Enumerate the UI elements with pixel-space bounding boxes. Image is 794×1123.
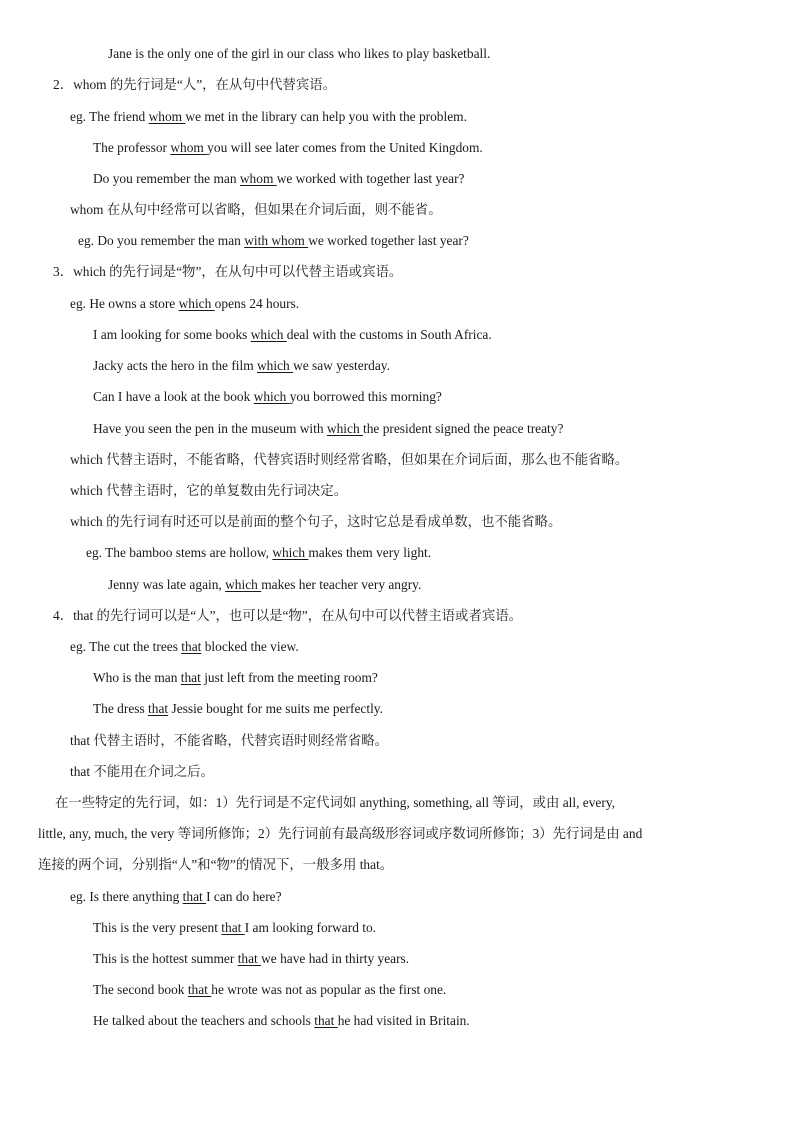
text-line [93, 669, 378, 687]
text-run: eg. Do you remember the man [78, 233, 245, 248]
text-run: Have you seen the pen in the museum with [93, 421, 327, 436]
underlined-relative-pronoun: that [182, 889, 207, 904]
text-line [93, 326, 492, 344]
underlined-relative-pronoun: which [178, 296, 215, 311]
underlined-relative-pronoun: that [314, 1013, 338, 1028]
text-line [70, 763, 214, 781]
text-run: I am looking forward to. [244, 920, 377, 935]
text-run: Can I have a look at the book [93, 389, 254, 404]
text-run: 3．which 的先行词是“物”，在从句中可以代替主语或宾语。 [53, 264, 403, 279]
text-line [70, 451, 628, 469]
text-line [93, 919, 376, 937]
text-run: you will see later comes from the United Kingdom. [207, 140, 483, 155]
text-run: I can do here? [206, 889, 282, 904]
underlined-relative-pronoun: which [250, 327, 287, 342]
text-run: that 不能用在介词之后。 [70, 764, 214, 779]
text-line [53, 263, 402, 281]
text-run: The dress [93, 701, 149, 716]
text-run: The second book [93, 982, 188, 997]
text-run: Jane is the only one of the girl in our class who likes to play basketball. [108, 46, 491, 61]
underlined-relative-pronoun: that [181, 639, 202, 654]
text-line [70, 638, 299, 656]
underlined-relative-pronoun: which [326, 421, 363, 436]
text-run: He talked about the teachers and schools [93, 1013, 315, 1028]
text-run: 4．that 的先行词可以是“人”，也可以是“物”，在从句中可以代替主语或者宾语。 [53, 608, 523, 623]
text-run: we have had in thirty years. [261, 951, 410, 966]
text-run: the president signed the peace treaty? [363, 421, 564, 436]
text-run: opens 24 hours. [214, 296, 300, 311]
text-run: we met in the library can help you with the problem. [185, 109, 467, 124]
underlined-relative-pronoun: which [253, 389, 290, 404]
text-run: deal with the customs in South Africa. [286, 327, 492, 342]
underlined-relative-pronoun: whom [170, 140, 208, 155]
text-run: Do you remember the man [93, 171, 240, 186]
text-run: Jessie bought for me suits me perfectly. [168, 701, 383, 716]
text-run: which 代替主语时，不能省略，代替宾语时则经常省略，但如果在介词后面，那么也不能省略。 [70, 452, 629, 467]
text-line [93, 420, 563, 438]
underlined-relative-pronoun: which [225, 577, 262, 592]
text-line [70, 108, 467, 126]
underlined-relative-pronoun: with whom [244, 233, 309, 248]
text-line [93, 357, 390, 375]
text-line [55, 794, 615, 812]
text-run: he wrote was not as popular as the first one. [211, 982, 447, 997]
text-run: I am looking for some books [93, 327, 251, 342]
text-run: eg. Is there anything [70, 889, 183, 904]
text-run: makes them very light. [308, 545, 432, 560]
text-run: 连接的两个词，分别指“人”和“物”的情况下，一般多用 that。 [38, 857, 394, 872]
text-line [38, 856, 393, 874]
text-run: eg. The friend [70, 109, 149, 124]
text-run: 2．whom 的先行词是“人”，在从句中代替宾语。 [53, 77, 337, 92]
text-run: Jenny was late again, [108, 577, 226, 592]
text-run: This is the very present [93, 920, 222, 935]
text-run: eg. The bamboo stems are hollow, [86, 545, 273, 560]
text-run: makes her teacher very angry. [261, 577, 422, 592]
text-line [93, 170, 465, 188]
text-line [38, 825, 642, 843]
text-line [93, 700, 383, 718]
text-line [70, 513, 561, 531]
text-line [70, 732, 388, 750]
underlined-relative-pronoun: that [148, 701, 169, 716]
text-line [70, 295, 299, 313]
text-run: just left from the meeting room? [200, 670, 378, 685]
text-run: 在一些特定的先行词，如：1）先行词是不定代词如 anything, something, all 等词，或由 all, every, [55, 795, 616, 810]
text-line [93, 139, 483, 157]
text-line [93, 388, 442, 406]
text-run: whom 在从句中经常可以省略，但如果在介词后面，则不能省。 [70, 202, 442, 217]
text-run: Who is the man [93, 670, 181, 685]
underlined-relative-pronoun: that [237, 951, 262, 966]
text-line [53, 76, 336, 94]
underlined-relative-pronoun: that [187, 982, 212, 997]
text-run: The professor [93, 140, 171, 155]
text-line [86, 544, 431, 562]
underlined-relative-pronoun: which [272, 545, 309, 560]
text-run: he had visited in Britain. [337, 1013, 470, 1028]
text-run: we worked together last year? [308, 233, 469, 248]
underlined-relative-pronoun: whom [239, 171, 277, 186]
underlined-relative-pronoun: which [256, 358, 294, 373]
text-line [70, 482, 347, 500]
text-run: which 的先行词有时还可以是前面的整个句子，这时它总是看成单数，也不能省略。 [70, 514, 562, 529]
text-run: eg. He owns a store [70, 296, 179, 311]
text-run: eg. The cut the trees [70, 639, 182, 654]
underlined-relative-pronoun: whom [148, 109, 186, 124]
text-run: little, any, much, the very 等词所修饰；2）先行词前有最高级形容词或序数词所修饰；3）先行词是由 and [38, 826, 643, 841]
text-run: we worked with together last year? [276, 171, 465, 186]
text-line [70, 888, 282, 906]
text-run: you borrowed this morning? [289, 389, 442, 404]
text-run: we saw yesterday. [293, 358, 390, 373]
underlined-relative-pronoun: that [221, 920, 245, 935]
underlined-relative-pronoun: that [180, 670, 201, 685]
text-line [108, 45, 490, 63]
text-run: Jacky acts the hero in the film [93, 358, 257, 373]
text-run: This is the hottest summer [93, 951, 238, 966]
text-run: blocked the view. [201, 639, 299, 654]
text-line [53, 607, 522, 625]
text-line [93, 1012, 470, 1030]
text-line [93, 981, 446, 999]
text-line [93, 950, 409, 968]
text-line [108, 576, 421, 594]
text-run: that 代替主语时，不能省略，代替宾语时则经常省略。 [70, 733, 389, 748]
text-line [78, 232, 469, 250]
text-run: which 代替主语时，它的单复数由先行词决定。 [70, 483, 348, 498]
text-line [70, 201, 442, 219]
